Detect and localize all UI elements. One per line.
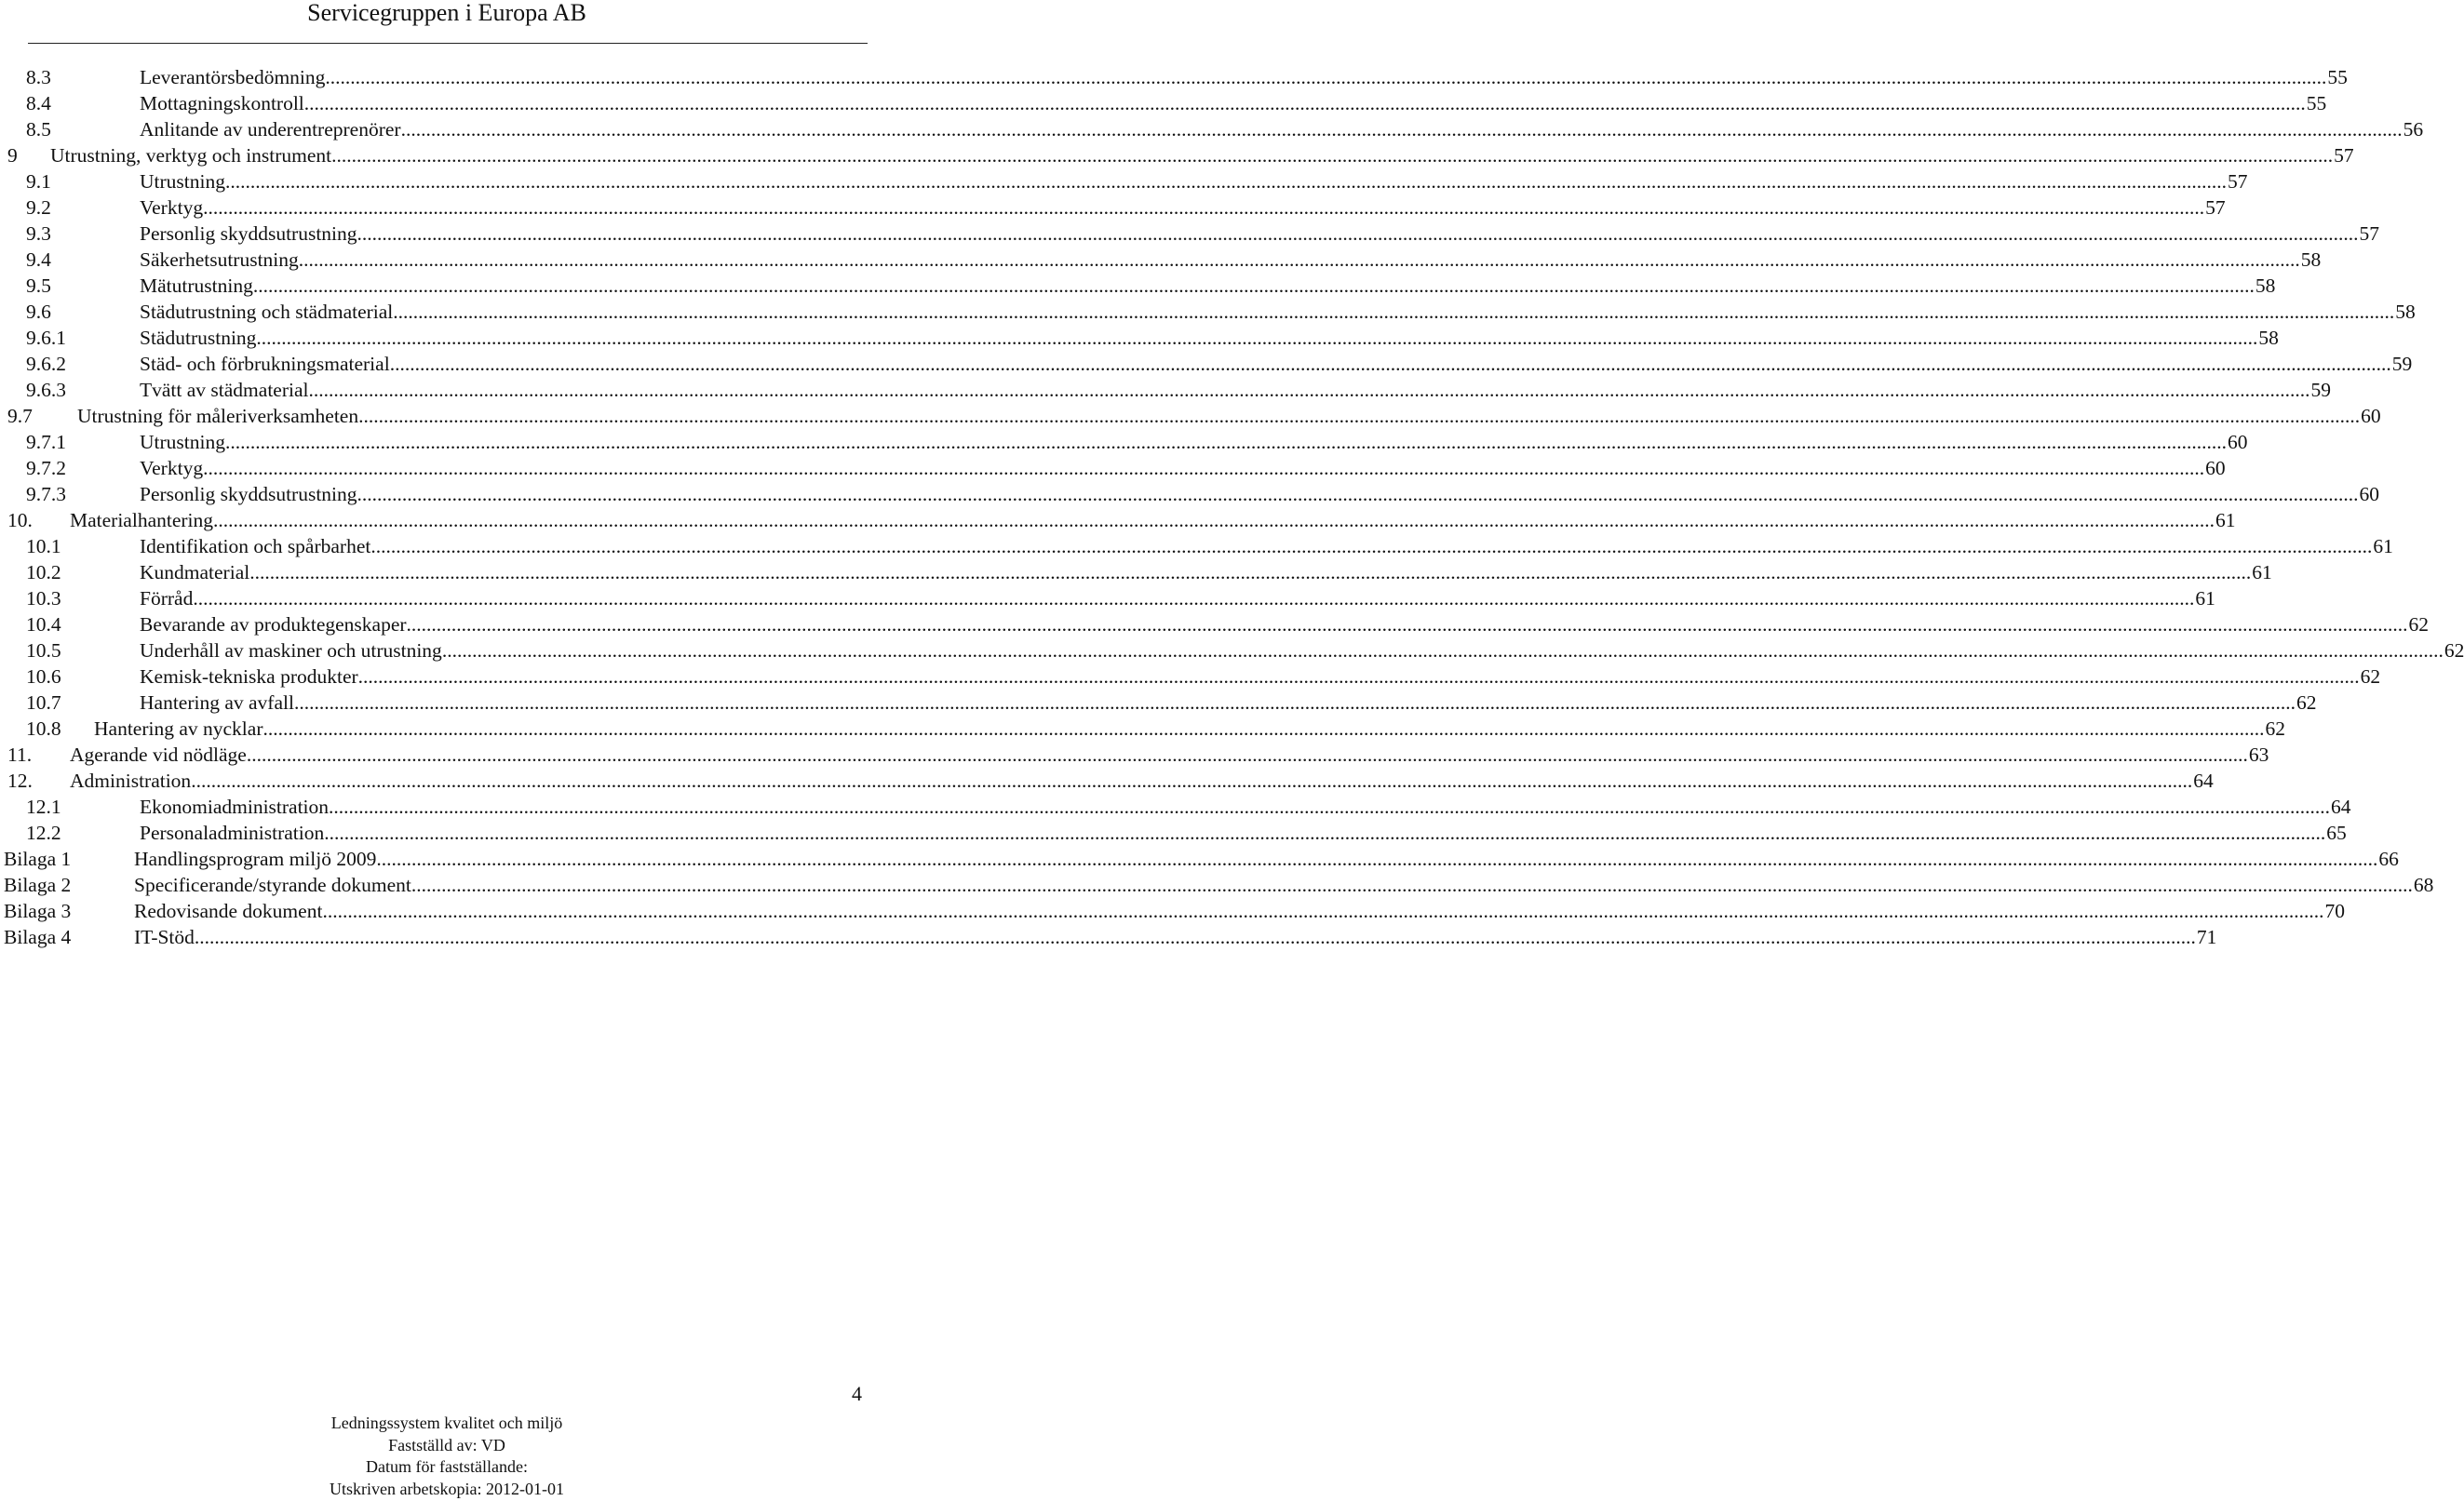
toc-entry[interactable] — [26, 324, 2279, 352]
header-rule — [28, 43, 868, 44]
dot-leader: ................................................................................................................................................................................................................................................................................................................................................................................................................ — [298, 248, 2300, 271]
toc-entry-line — [134, 923, 2217, 951]
toc-entry-line — [134, 871, 2434, 899]
toc-entry-page: 59 — [2391, 353, 2413, 375]
dot-leader: ................................................................................................................................................................................................................................................................................................................................................................................................................ — [213, 509, 2215, 531]
toc-entry-page: 64 — [2331, 796, 2351, 818]
dot-leader: ................................................................................................................................................................................................................................................................................................................................................................................................................ — [324, 822, 2326, 844]
toc-entry-number: 10.6 — [26, 665, 61, 688]
toc-entry-line — [134, 845, 2399, 873]
toc-entry-number: 9.7.1 — [26, 431, 66, 453]
toc-entry-line — [140, 194, 2226, 221]
toc-entry-page: 58 — [2300, 248, 2322, 271]
toc-entry-number: 10.1 — [26, 535, 61, 557]
toc-entry-page: 63 — [2248, 744, 2269, 766]
toc-entry-title: Utrustning för måleriverksamheten — [77, 405, 359, 427]
dot-leader: ................................................................................................................................................................................................................................................................................................................................................................................................................ — [370, 535, 2373, 557]
toc-entry[interactable] — [26, 298, 2416, 326]
toc-entry-line — [140, 220, 2380, 248]
toc-entry-line — [140, 819, 2347, 847]
toc-entry-line — [140, 610, 2430, 638]
dot-leader: ................................................................................................................................................................................................................................................................................................................................................................................................................ — [411, 874, 2413, 896]
dot-leader: ................................................................................................................................................................................................................................................................................................................................................................................................................ — [357, 665, 2360, 688]
toc-entry[interactable] — [26, 168, 2248, 195]
toc-entry-line — [134, 897, 2345, 925]
toc-entry-number: 10.5 — [26, 639, 61, 662]
toc-entry-title: Förråd — [140, 587, 194, 610]
toc-entry-number: 12.2 — [26, 822, 61, 844]
dot-leader: ................................................................................................................................................................................................................................................................................................................................................................................................................ — [331, 144, 2334, 167]
toc-entry-page: 56 — [2403, 118, 2424, 141]
dot-leader: ................................................................................................................................................................................................................................................................................................................................................................................................................ — [393, 301, 2395, 323]
toc-entry-title: Verktyg — [140, 196, 204, 219]
toc-entry-title: Agerande vid nödläge — [70, 744, 247, 766]
toc-entry-title: Säkerhetsutrustning — [140, 248, 299, 271]
dot-leader: ................................................................................................................................................................................................................................................................................................................................................................................................................ — [358, 405, 2361, 427]
toc-entry-number: 11. — [7, 744, 33, 766]
toc-entry-page: 55 — [2327, 66, 2348, 88]
toc-entry[interactable] — [7, 402, 2381, 430]
toc-entry-page: 58 — [2255, 275, 2276, 297]
toc-entry-number: 9.7.2 — [26, 457, 66, 479]
toc-entry-title: Kundmaterial — [140, 561, 250, 583]
toc-entry-line — [140, 428, 2248, 456]
toc-entry-number: 10.8 — [26, 717, 61, 740]
toc-entry[interactable] — [26, 272, 2276, 300]
toc-entry[interactable] — [26, 350, 2413, 378]
toc-entry-page: 66 — [2378, 848, 2399, 870]
toc-entry-title: Handlingsprogram miljö 2009 — [134, 848, 377, 870]
toc-entry[interactable] — [26, 532, 2393, 560]
toc-entry-line — [140, 454, 2226, 482]
toc-entry-title: Kemisk-tekniska produkter — [140, 665, 358, 688]
dot-leader: ................................................................................................................................................................................................................................................................................................................................................................................................................ — [389, 353, 2391, 375]
toc-entry[interactable] — [26, 793, 2351, 821]
toc-entry-page: 71 — [2196, 926, 2217, 948]
dot-leader: ................................................................................................................................................................................................................................................................................................................................................................................................................ — [263, 717, 2265, 740]
toc-entry[interactable] — [26, 584, 2215, 612]
toc-entry-number: 10. — [7, 509, 33, 531]
toc-entry[interactable] — [26, 194, 2226, 221]
toc-entry-title: IT-Stöd — [134, 926, 195, 948]
dot-leader: ................................................................................................................................................................................................................................................................................................................................................................................................................ — [322, 900, 2324, 922]
toc-entry[interactable] — [7, 767, 2214, 795]
toc-entry-page: 57 — [2205, 196, 2226, 219]
toc-entry-title: Redovisande dokument — [134, 900, 323, 922]
toc-entry-page: 60 — [2361, 405, 2381, 427]
page-header — [0, 0, 894, 27]
toc-entry-number: 9.6 — [26, 301, 51, 323]
toc-entry[interactable] — [4, 871, 2434, 899]
toc-entry[interactable] — [26, 376, 2331, 404]
toc-entry-line — [70, 506, 2236, 534]
toc-entry-line — [140, 532, 2393, 560]
page-number: 4 — [852, 1382, 862, 1405]
dot-leader: ................................................................................................................................................................................................................................................................................................................................................................................................................ — [406, 613, 2408, 636]
toc-entry-line — [140, 376, 2331, 404]
toc-entry[interactable] — [4, 845, 2399, 873]
toc-entry-page: 62 — [2360, 665, 2381, 688]
toc-entry[interactable] — [26, 663, 2381, 690]
toc-entry-number: 9.7.3 — [26, 483, 66, 505]
toc-entry-number: 9.5 — [26, 275, 51, 297]
dot-leader: ................................................................................................................................................................................................................................................................................................................................................................................................................ — [203, 196, 2205, 219]
toc-entry-title: Bevarande av produktegenskaper — [140, 613, 407, 636]
toc-entry-line — [140, 637, 2464, 664]
toc-entry-number: 10.3 — [26, 587, 61, 610]
dot-leader: ................................................................................................................................................................................................................................................................................................................................................................................................................ — [325, 66, 2327, 88]
toc-entry-title: Personlig skyddsutrustning — [140, 222, 357, 245]
toc-entry-line — [70, 767, 2214, 795]
toc-entry-page: 60 — [2359, 483, 2380, 505]
toc-entry-line — [140, 793, 2351, 821]
toc-entry-title: Städutrustning — [140, 327, 257, 349]
dot-leader: ................................................................................................................................................................................................................................................................................................................................................................................................................ — [357, 222, 2359, 245]
toc-entry-number: 9.4 — [26, 248, 51, 271]
footer-printed-copy: Utskriven arbetskopia: 2012-01-01 — [330, 1479, 564, 1498]
dot-leader: ................................................................................................................................................................................................................................................................................................................................................................................................................ — [193, 587, 2195, 610]
toc-entry-number: 9 — [7, 144, 18, 167]
toc-entry[interactable] — [7, 141, 2354, 169]
toc-entry-title: Utrustning — [140, 431, 225, 453]
toc-entry-line — [140, 558, 2272, 586]
toc-entry-page: 61 — [2252, 561, 2272, 583]
toc-entry-page: 57 — [2227, 170, 2248, 193]
toc-entry-number: 9.7 — [7, 405, 33, 427]
toc-entry[interactable] — [7, 506, 2236, 534]
toc-entry-page: 62 — [2296, 691, 2317, 714]
dot-leader: ................................................................................................................................................................................................................................................................................................................................................................................................................ — [441, 639, 2444, 662]
toc-entry-number: 10.4 — [26, 613, 61, 636]
toc-entry-title: Leverantörsbedömning — [140, 66, 326, 88]
toc-entry-number: 10.2 — [26, 561, 61, 583]
toc-entry-number: 9.3 — [26, 222, 51, 245]
toc-entry-line — [140, 168, 2248, 195]
toc-entry-line — [94, 715, 2285, 743]
toc-entry-title: Underhåll av maskiner och utrustning — [140, 639, 442, 662]
dot-leader: ................................................................................................................................................................................................................................................................................................................................................................................................................ — [203, 457, 2205, 479]
toc-entry[interactable] — [26, 715, 2285, 743]
toc-entry[interactable] — [26, 63, 2348, 91]
toc-entry-line — [140, 584, 2215, 612]
dot-leader: ................................................................................................................................................................................................................................................................................................................................................................................................................ — [329, 796, 2331, 818]
dot-leader: ................................................................................................................................................................................................................................................................................................................................................................................................................ — [400, 118, 2403, 141]
toc-entry-title: Verktyg — [140, 457, 204, 479]
toc-entry-page: 61 — [2195, 587, 2215, 610]
toc-entry-line — [140, 63, 2348, 91]
toc-entry-line — [50, 141, 2354, 169]
toc-entry-line — [77, 402, 2381, 430]
dot-leader: ................................................................................................................................................................................................................................................................................................................................................................................................................ — [224, 170, 2227, 193]
toc-entry-title: Mottagningskontroll — [140, 92, 304, 114]
toc-entry-page: 58 — [2258, 327, 2279, 349]
toc-entry-number: Bilaga 4 — [4, 926, 72, 948]
dot-leader: ................................................................................................................................................................................................................................................................................................................................................................................................................ — [224, 431, 2227, 453]
toc-entry[interactable] — [26, 115, 2424, 143]
toc-entry-page: 61 — [2215, 509, 2236, 531]
toc-entry-line — [140, 689, 2317, 717]
toc-entry-page: 61 — [2373, 535, 2393, 557]
toc-entry[interactable] — [7, 741, 2269, 769]
toc-entry-page: 58 — [2395, 301, 2416, 323]
toc-entry-line — [70, 741, 2269, 769]
dot-leader: ................................................................................................................................................................................................................................................................................................................................................................................................................ — [293, 691, 2296, 714]
toc-entry-number: Bilaga 3 — [4, 900, 72, 922]
toc-entry-title: Utrustning — [140, 170, 225, 193]
toc-entry[interactable] — [26, 220, 2380, 248]
toc-entry-number: 9.1 — [26, 170, 51, 193]
toc-entry-line — [140, 350, 2413, 378]
toc-entry-page: 64 — [2193, 770, 2214, 792]
toc-entry-title: Tvätt av städmaterial — [140, 379, 309, 401]
toc-entry-title: Ekonomiadministration — [140, 796, 330, 818]
toc-entry-title: Materialhantering — [70, 509, 214, 531]
toc-entry-number: 9.6.1 — [26, 327, 66, 349]
toc-entry-title: Hantering av nycklar — [94, 717, 263, 740]
toc-entry-title: Personaladministration — [140, 822, 325, 844]
toc-entry-title: Utrustning, verktyg och instrument — [50, 144, 332, 167]
toc-entry-page: 60 — [2205, 457, 2226, 479]
toc-entry-number: 9.2 — [26, 196, 51, 219]
toc-entry[interactable] — [26, 819, 2347, 847]
toc-entry-title: Städutrustning och städmaterial — [140, 301, 394, 323]
toc-entry-line — [140, 324, 2279, 352]
toc-entry-page: 62 — [2444, 639, 2464, 662]
dot-leader: ................................................................................................................................................................................................................................................................................................................................................................................................................ — [191, 770, 2193, 792]
toc-entry-number: 9.6.3 — [26, 379, 66, 401]
dot-leader: ................................................................................................................................................................................................................................................................................................................................................................................................................ — [249, 561, 2252, 583]
toc-entry-page: 68 — [2413, 874, 2434, 896]
footer-approval-date: Datum för fastställande: — [366, 1457, 528, 1476]
toc-entry-title: Städ- och förbrukningsmaterial — [140, 353, 390, 375]
toc-entry-line — [140, 115, 2424, 143]
toc-entry[interactable] — [26, 689, 2317, 717]
toc-entry-number: 12. — [7, 770, 33, 792]
toc-entry-line — [140, 480, 2380, 508]
toc-entry-page: 62 — [2408, 613, 2430, 636]
footer-system-name: Ledningssystem kvalitet och miljö — [330, 1414, 563, 1432]
toc-entry-number: 10.7 — [26, 691, 61, 714]
toc-entry-number: 12.1 — [26, 796, 61, 818]
toc-entry-title: Hantering av avfall — [140, 691, 294, 714]
toc-entry-number: Bilaga 2 — [4, 874, 72, 896]
toc-entry-line — [140, 663, 2381, 690]
dot-leader: ................................................................................................................................................................................................................................................................................................................................................................................................................ — [376, 848, 2378, 870]
toc-entry[interactable] — [26, 480, 2380, 508]
toc-entry-title: Specificerande/styrande dokument — [134, 874, 411, 896]
dot-leader: ................................................................................................................................................................................................................................................................................................................................................................................................................ — [308, 379, 2310, 401]
toc-entry-title: Personlig skyddsutrustning — [140, 483, 357, 505]
toc-entry-number: 9.6.2 — [26, 353, 66, 375]
dot-leader: ................................................................................................................................................................................................................................................................................................................................................................................................................ — [194, 926, 2196, 948]
toc-entry-number: 8.5 — [26, 118, 51, 141]
toc-entry[interactable] — [26, 637, 2464, 664]
toc-entry-page: 62 — [2265, 717, 2285, 740]
toc-entry-line — [140, 298, 2416, 326]
toc-entry-line — [140, 246, 2322, 274]
toc-entry-line — [140, 272, 2276, 300]
toc-entry[interactable] — [26, 246, 2322, 274]
footer-approved-by: Fastställd av: VD — [388, 1435, 505, 1454]
toc-entry[interactable] — [26, 428, 2248, 456]
header-title: Servicegruppen i Europa AB — [307, 0, 586, 26]
toc-entry-title: Administration — [70, 770, 192, 792]
toc-entry[interactable] — [26, 558, 2272, 586]
toc-entry-title: Identifikation och spårbarhet — [140, 535, 371, 557]
dot-leader: ................................................................................................................................................................................................................................................................................................................................................................................................................ — [303, 92, 2306, 114]
toc-entry-page: 70 — [2324, 900, 2345, 922]
toc-entry-page: 57 — [2334, 144, 2354, 167]
toc-entry-title: Anlitande av underentreprenörer — [140, 118, 401, 141]
dot-leader: ................................................................................................................................................................................................................................................................................................................................................................................................................ — [252, 275, 2255, 297]
page-footer — [0, 1413, 894, 1500]
toc-entry[interactable] — [4, 897, 2345, 925]
toc-entry-line — [140, 89, 2327, 117]
toc-entry-page: 55 — [2306, 92, 2327, 114]
toc-entry[interactable] — [4, 923, 2217, 951]
dot-leader: ................................................................................................................................................................................................................................................................................................................................................................................................................ — [256, 327, 2258, 349]
toc-entry-page: 57 — [2359, 222, 2380, 245]
toc-entry-number: 8.4 — [26, 92, 51, 114]
toc-entry-page: 65 — [2326, 822, 2347, 844]
toc-entry-page: 60 — [2227, 431, 2248, 453]
toc-entry-title: Mätutrustning — [140, 275, 253, 297]
dot-leader: ................................................................................................................................................................................................................................................................................................................................................................................................................ — [246, 744, 2248, 766]
dot-leader: ................................................................................................................................................................................................................................................................................................................................................................................................................ — [357, 483, 2359, 505]
toc-entry-number: Bilaga 1 — [4, 848, 72, 870]
toc-entry[interactable] — [26, 610, 2430, 638]
toc-entry[interactable] — [26, 89, 2327, 117]
toc-entry[interactable] — [26, 454, 2226, 482]
toc-entry-page: 59 — [2310, 379, 2331, 401]
toc-entry-number: 8.3 — [26, 66, 51, 88]
